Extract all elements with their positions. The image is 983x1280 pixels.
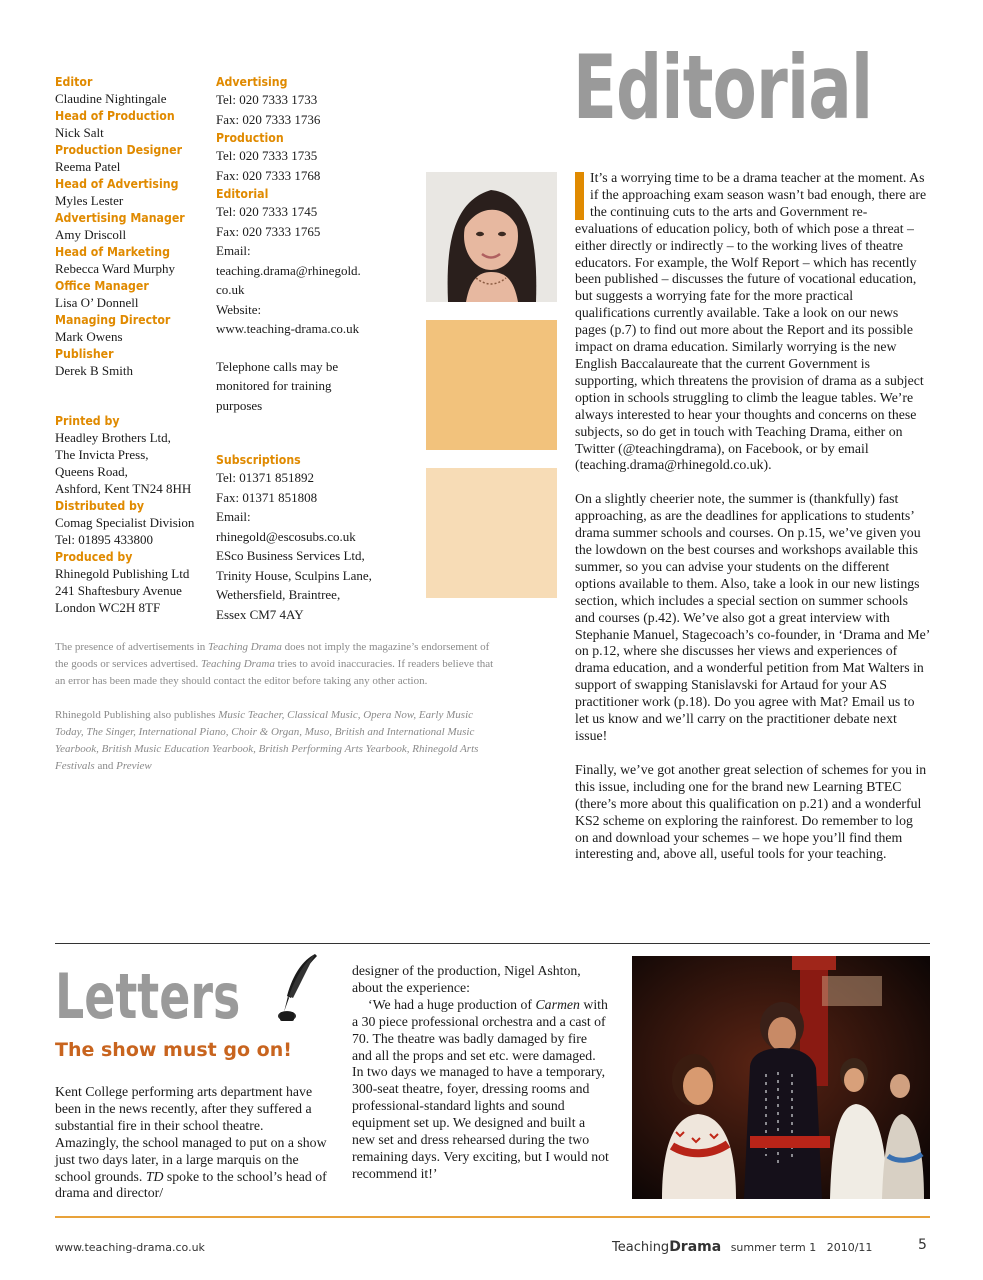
staff-role: Head of Production [55, 108, 175, 123]
editorial-paragraph-3: Finally, we’ve got another great selection of schemes for you in this issue, including one for the brand new Learning BTEC (there’s more about this qualification on p.21) and a wonderful KS2 scheme on exploring the rainforest. Do remember to log on and download your schemes – we hope you’ll find them interesting and, above all, useful tools for your teaching. [575, 761, 927, 862]
advertising-line: Tel: 020 7333 1733 [216, 92, 318, 107]
editorial-body [575, 170, 930, 863]
advertising-line: Fax: 020 7333 1736 [216, 111, 321, 127]
drop-cap-bar [575, 172, 584, 220]
advertising-label: Advertising [216, 74, 288, 89]
subscriptions-line: Trinity House, Sculpins Lane, [216, 567, 372, 583]
printer-line: Queens Road, [55, 464, 128, 479]
staff-name: Mark Owens [55, 329, 123, 344]
editorial-contact-line: Tel: 020 7333 1745 [216, 204, 318, 219]
staff-role: Managing Director [55, 312, 171, 327]
printer-line: Ashford, Kent TN24 8HH [55, 481, 192, 496]
subscriptions-line: rhinegold@escosubs.co.uk [216, 528, 356, 544]
letters-subtitle: The show must go on! [55, 1039, 292, 1061]
editorial-contact-line: co.uk [216, 282, 245, 297]
section-divider [55, 943, 930, 944]
contacts-column [216, 73, 416, 624]
staff-role: Office Manager [55, 278, 149, 293]
editorial-contact-line: Fax: 020 7333 1765 [216, 223, 321, 239]
staff-name: Nick Salt [55, 125, 104, 140]
subscriptions-line: Fax: 01371 851808 [216, 489, 318, 505]
telephone-note-line: monitored for training [216, 378, 332, 393]
subscriptions-line: Essex CM7 4AY [216, 606, 304, 622]
telephone-note-line: purposes [216, 397, 263, 413]
editorial-title: Editorial [573, 36, 873, 139]
editorial-paragraph-1: It’s a worrying time to be a drama teacher at the moment. As if the approaching exam season wasn’t bad enough, there are the continuing cuts to the arts and Government re-evaluations of education policy, both of which pose a threat – either directly or indirectly – to the working lives of theatre educators. For example, the Wolf Report – which has recently been published – discusses the future of vocational education, but suggests a worrying fate for the more practical qualifications currently available. Take a look on our news pages (p.7) to find out more about the Report and its possible impact on drama education. Similarly worrying is the new English Baccalaureate that the current Government is supporting, which threatens the provision of drama as a subject option in schools struggling to climb the league tables. We’re always interested to hear your thoughts and concerns on these subjects, so do get in touch with Teaching Drama, either on Twitter (@teachingdrama), on Facebook, or by email (teaching.drama@rhinegold.co.uk). [575, 170, 927, 473]
decorative-swatch-dark [426, 320, 557, 450]
distributed-by-label: Distributed by [55, 498, 145, 513]
brand-teaching: Teaching [612, 1240, 670, 1255]
staff-role: Publisher [55, 346, 114, 361]
produced-by-label: Produced by [55, 549, 133, 564]
producer-line: London WC2H 8TF [55, 600, 161, 615]
staff-list [55, 73, 215, 616]
staff-name: Rebecca Ward Murphy [55, 261, 176, 276]
production-photo [632, 956, 930, 1199]
subscriptions-line: Email: [216, 509, 251, 524]
staff-name: Lisa O’ Donnell [55, 295, 139, 310]
producer-line: 241 Shaftesbury Avenue [55, 583, 182, 598]
editorial-paragraph-2: On a slightly cheerier note, the summer is (thankfully) fast approaching, as are the deadlines for applications to students’ drama summer schools and courses. On p.15, we’ve given you the lowdown on the best courses and workshops available this summer, so you can advise your students on the different options available to them. Also, take a look in our new listings section, which includes a special section on summer schools and courses (p.42). We’ve also got a great interview with Stephanie Manuel, Stagecoach’s co-founder, in ‘Drama and Me’ on p.12, where she discusses her views and experiences of drama education, and a wonderful petition from Mat Walters in support of swapping Stanislavski for Artaud for your AS practitioner work (p.18). Do you agree with Mat? Email us to let us know and we’ll carry on the practitioner debate next issue! [575, 491, 930, 743]
staff-role: Head of Marketing [55, 244, 170, 259]
printer-line: Headley Brothers Ltd, [55, 430, 171, 445]
brand-drama: Drama [669, 1239, 722, 1255]
staff-name: Myles Lester [55, 193, 124, 208]
disclaimer-ads: The presence of advertisements in Teaching Drama does not imply the magazine’s endorsement of the goods or services advertised. Teaching Drama tries to avoid inaccuracies. If readers believe that an error has been made they should contact the editor before taking any other action. [55, 641, 494, 687]
production-line: Tel: 020 7333 1735 [216, 148, 318, 163]
footer-url: www.teaching-drama.co.uk [55, 1241, 205, 1254]
decorative-swatch-light [426, 468, 557, 598]
staff-role: Production Designer [55, 142, 183, 157]
letters-column-1: Kent College performing arts department have been in the news recently, after they suffered a substantial fire in their school theatre. Amazingly, the school managed to put on a show just two days later, in a large marquis on the school grounds. TD spoke to the school’s head of drama and director/ [55, 1084, 327, 1201]
letters-quote: ‘We had a huge production of Carmen with a 30 piece professional orchestra and a cast of 70. The theatre was badly damaged by fire and all the props and set etc. were damaged. In two days we managed to have a temporary, 300-seat theatre, foyer, dressing rooms and professional-standard lights and sound equipment set up. We designed and built a new set and dress rehearsed during the two remaining days. Very exciting, but I would not recommend it!’ [352, 996, 609, 1181]
staff-name: Derek B Smith [55, 363, 133, 378]
editorial-label: Editorial [216, 186, 269, 201]
quill-icon [275, 952, 320, 1024]
staff-name: Claudine Nightingale [55, 91, 167, 106]
distributor-line: Tel: 01895 433800 [55, 532, 154, 547]
staff-role: Advertising Manager [55, 210, 185, 225]
letters-intro: designer of the production, Nigel Ashton, about the experience: [352, 963, 581, 995]
issue-label: summer term 1 2010/11 [730, 1241, 873, 1254]
editorial-contact-line: teaching.drama@rhinegold. [216, 262, 361, 278]
telephone-note-line: Telephone calls may be [216, 358, 339, 374]
staff-name: Reema Patel [55, 159, 121, 174]
subscriptions-line: Tel: 01371 851892 [216, 470, 315, 485]
letters-column-2 [352, 963, 610, 1183]
editorial-contact-line: Website: [216, 301, 262, 317]
disclaimer [55, 639, 500, 775]
subscriptions-line: ESco Business Services Ltd, [216, 548, 365, 563]
distributor-line: Comag Specialist Division [55, 515, 195, 530]
page-number: 5 [918, 1237, 927, 1253]
production-label: Production [216, 130, 284, 145]
printer-line: The Invicta Press, [55, 447, 149, 462]
staff-role: Editor [55, 74, 93, 89]
producer-line: Rhinegold Publishing Ltd [55, 566, 190, 581]
editor-portrait [426, 172, 557, 302]
footer-rule [55, 1216, 930, 1218]
editorial-contact-line: www.teaching-drama.co.uk [216, 321, 360, 336]
editorial-contact-line: Email: [216, 243, 251, 258]
footer-brand [612, 1239, 872, 1255]
disclaimer-publications: Rhinegold Publishing also publishes Music Teacher, Classical Music, Opera Now, Early Music Today, The Singer, International Piano, Choir & Organ, Muso, British and International Music Yearbook, British Music Education Yearbook, British Performing Arts Yearbook, Rhinegold Arts Festivals and Preview [55, 709, 479, 772]
letters-title: Letters [55, 960, 241, 1033]
printed-by-label: Printed by [55, 413, 120, 428]
production-line: Fax: 020 7333 1768 [216, 167, 321, 183]
subscriptions-line: Wethersfield, Braintree, [216, 587, 341, 602]
staff-role: Head of Advertising [55, 176, 179, 191]
staff-name: Amy Driscoll [55, 227, 127, 242]
subscriptions-label: Subscriptions [216, 452, 301, 467]
